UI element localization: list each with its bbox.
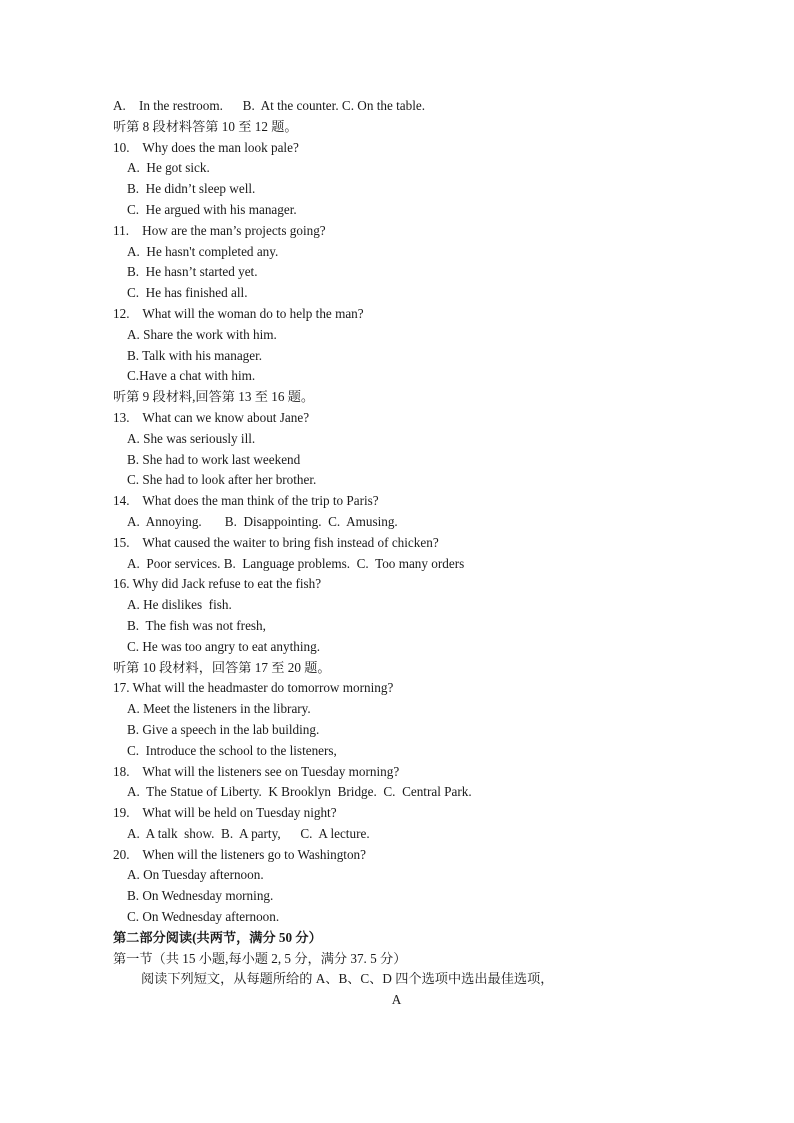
question: 12. What will the woman do to help the man? (113, 305, 364, 321)
text-line: A. In the restroom. B. At the counter. C. On the table. (113, 98, 426, 113)
option: A. Meet the listeners in the library. (127, 701, 311, 717)
option: A. On Tuesday afternoon. (127, 867, 264, 883)
part-heading: 第二部分阅读(共两节，满分 50 分） (113, 929, 322, 945)
option: B. Talk with his manager. (127, 347, 263, 363)
option: A. Poor services. B. Language problems. C. Too many orders (127, 555, 465, 571)
question: 18. What will the listeners see on Tuesday morning? (113, 763, 400, 779)
option: A. He hasn't completed any. (127, 243, 279, 259)
section-heading: 听第 10 段材料，回答第 17 至 20 题。 (113, 659, 331, 675)
option: A. Share the work with him. (127, 326, 277, 342)
option: B. He hasn’t started yet. (127, 264, 258, 280)
option: C. He has finished all. (127, 285, 248, 301)
document-page (113, 96, 693, 1011)
option: A. Annoying. B. Disappointing. C. Amusing. (127, 513, 398, 529)
question: 11. How are the man’s projects going? (113, 222, 326, 238)
section-heading: 听第 9 段材料,回答第 13 至 16 题。 (113, 389, 315, 405)
section-heading: 听第 8 段材料答第 10 至 12 题。 (113, 118, 298, 134)
option: A. A talk show. B. A party, C. A lecture. (127, 825, 370, 841)
option: C. He argued with his manager. (127, 201, 297, 217)
option: A. The Statue of Liberty. K Brooklyn Bridge. C. Central Park. (127, 784, 472, 800)
option: C. She had to look after her brother. (127, 472, 317, 488)
question: 20. When will the listeners go to Washington? (113, 846, 367, 862)
option: B. He didn’t sleep well. (127, 181, 256, 197)
question: 14. What does the man think of the trip to Paris? (113, 493, 379, 509)
option: C. He was too angry to eat anything. (127, 638, 321, 654)
option: A. She was seriously ill. (127, 430, 256, 446)
option: C. Introduce the school to the listeners, (127, 742, 337, 758)
option: B. She had to work last weekend (127, 451, 301, 467)
question: 15. What caused the waiter to bring fish instead of chicken? (113, 534, 439, 550)
question: 10. Why does the man look pale? (113, 139, 299, 155)
question: 13. What can we know about Jane? (113, 409, 310, 425)
question: 17. What will the headmaster do tomorrow morning? (113, 680, 394, 696)
passage-label: A (391, 992, 402, 1008)
option: A. He dislikes fish. (127, 597, 232, 613)
subsection-heading: 第一节（共 15 小题,每小题 2, 5 分，满分 37. 5 分） (113, 950, 407, 966)
question: 16. Why did Jack refuse to eat the fish? (113, 576, 322, 592)
option: A. He got sick. (127, 160, 210, 176)
option: B. Give a speech in the lab building. (127, 721, 320, 737)
option: C. On Wednesday afternoon. (127, 909, 280, 925)
option: B. The fish was not fresh, (127, 617, 266, 633)
option: B. On Wednesday morning. (127, 888, 274, 904)
question: 19. What will be held on Tuesday night? (113, 805, 337, 821)
option: C.Have a chat with him. (127, 368, 256, 384)
instructions: 阅读下列短文，从每题所给的 A、B、C、D 四个选项中选出最佳选项， (141, 971, 554, 987)
